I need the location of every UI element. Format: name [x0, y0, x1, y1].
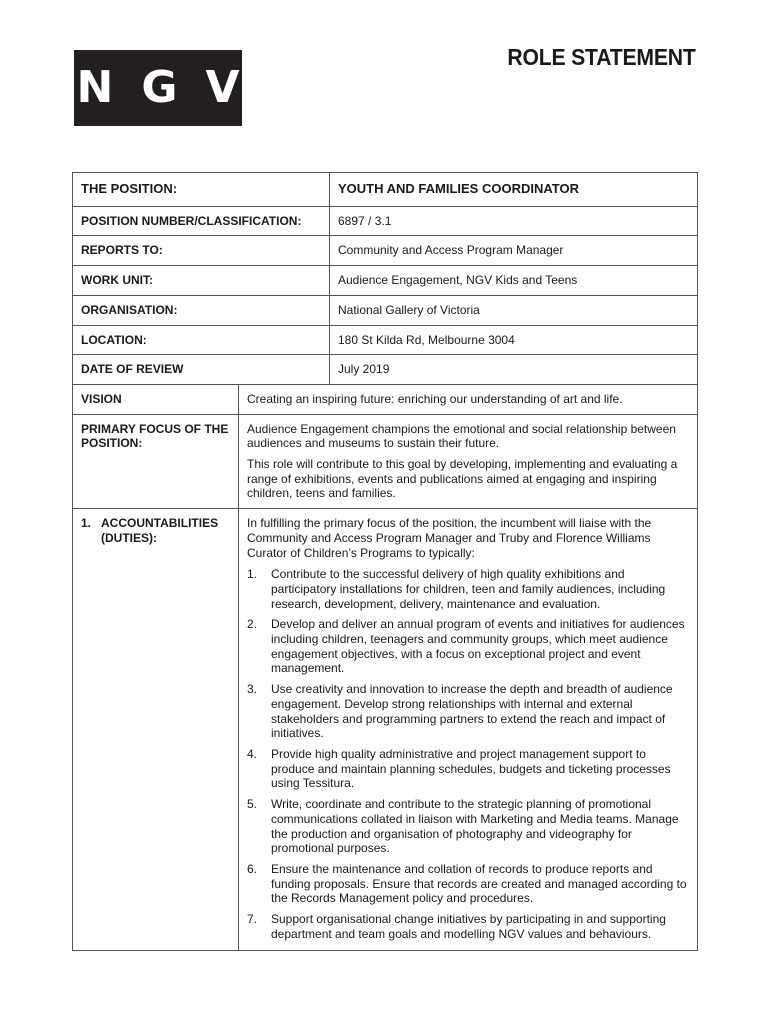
organisation-value: National Gallery of Victoria: [330, 296, 698, 325]
row-position-number: [73, 207, 698, 237]
location-label: LOCATION:: [73, 326, 330, 355]
duty-number: 1.: [247, 567, 258, 582]
row-vision: [73, 385, 698, 415]
list-item: [247, 747, 689, 791]
role-statement-table: [72, 172, 698, 951]
row-location: [73, 326, 698, 356]
accountabilities-content: [239, 509, 698, 950]
duty-number: 3.: [247, 682, 258, 697]
list-item: [247, 617, 689, 676]
list-item: [247, 912, 689, 941]
position-number-label: POSITION NUMBER/CLASSIFICATION:: [73, 207, 330, 236]
row-primary-focus: [73, 415, 698, 510]
list-item: [247, 682, 689, 741]
duty-text: Provide high quality administrative and project management support to produce and maintain planning schedules, budgets and ticketing processes using Tessitura.: [271, 746, 671, 791]
date-of-review-label: DATE OF REVIEW: [73, 355, 330, 384]
duty-number: 6.: [247, 861, 258, 876]
primary-focus-paragraph: Audience Engagement champions the emotional and social relationship between audiences and museums to sustain their future.: [247, 421, 676, 451]
logo-text: NGV: [76, 62, 268, 113]
position-number-value: 6897 / 3.1: [330, 207, 698, 236]
vision-text: Creating an inspiring future: enriching our understanding of art and life.: [239, 385, 698, 414]
primary-focus-label: PRIMARY FOCUS OF THE POSITION:: [73, 415, 239, 509]
accountabilities-number: 1.: [81, 516, 92, 531]
accountabilities-heading: ACCOUNTABILITIES (DUTIES):: [101, 516, 219, 545]
accountabilities-intro: In fulfilling the primary focus of the position, the incumbent will liaise with the Community and Access Program Manager and Truby and Florence Williams Curator of Children’s Programs to typically:: [247, 516, 652, 560]
document-title: ROLE STATEMENT: [507, 44, 696, 70]
location-value: 180 St Kilda Rd, Melbourne 3004: [330, 326, 698, 355]
primary-focus-paragraph: This role will contribute to this goal by developing, implementing and evaluating a range of exhibitions, events and publications aimed at engaging and inspiring children, teens and families.: [247, 457, 678, 501]
row-reports-to: [73, 236, 698, 266]
duty-text: Ensure the maintenance and collation of records to produce reports and funding proposals. Ensure that records are created and managed according to the Records Management policy and procedures.: [271, 861, 687, 906]
duty-text: Contribute to the successful delivery of high quality exhibitions and participatory installations for children, teen and family audiences, including research, development, delivery, maintenance and evaluation.: [271, 567, 666, 611]
duties-list: [247, 567, 689, 941]
position-value: YOUTH AND FAMILIES COORDINATOR: [330, 173, 698, 206]
row-organisation: [73, 296, 698, 326]
duty-text: Develop and deliver an annual program of events and initiatives for audiences including children, teenagers and community groups, which meet audience engagement objectives, with a focus on exceptional project and event management.: [271, 617, 685, 676]
ngv-logo: [74, 50, 268, 126]
primary-focus-text: [239, 415, 698, 509]
duty-text: Use creativity and innovation to increase the depth and breadth of audience engagement. Develop strong relationships with internal and external stakeholders and programming partners to extend the reach and impact of initiatives.: [271, 682, 673, 741]
reports-to-value: Community and Access Program Manager: [330, 236, 698, 265]
list-item: [247, 567, 689, 611]
duty-number: 7.: [247, 912, 258, 927]
date-of-review-value: July 2019: [330, 355, 698, 384]
work-unit-label: WORK UNIT:: [73, 266, 330, 295]
duty-number: 5.: [247, 797, 258, 812]
duty-text: Support organisational change initiatives by participating in and supporting department and team goals and modelling NGV values and behaviours.: [271, 912, 666, 941]
row-work-unit: [73, 266, 698, 296]
duty-number: 2.: [247, 617, 258, 632]
organisation-label: ORGANISATION:: [73, 296, 330, 325]
reports-to-label: REPORTS TO:: [73, 236, 330, 265]
row-date-of-review: [73, 355, 698, 385]
work-unit-value: Audience Engagement, NGV Kids and Teens: [330, 266, 698, 295]
row-accountabilities: [73, 509, 698, 951]
duty-number: 4.: [247, 746, 258, 761]
position-label: THE POSITION:: [73, 173, 330, 206]
vision-label: VISION: [73, 385, 239, 414]
duty-text: Write, coordinate and contribute to the strategic planning of promotional communications collated in liaison with Marketing and Media teams. Manage the production and organisation of photography and videography for promotional purposes.: [271, 797, 679, 856]
list-item: [247, 862, 689, 906]
row-position: [73, 173, 698, 207]
list-item: [247, 797, 689, 856]
accountabilities-label: [73, 509, 239, 950]
